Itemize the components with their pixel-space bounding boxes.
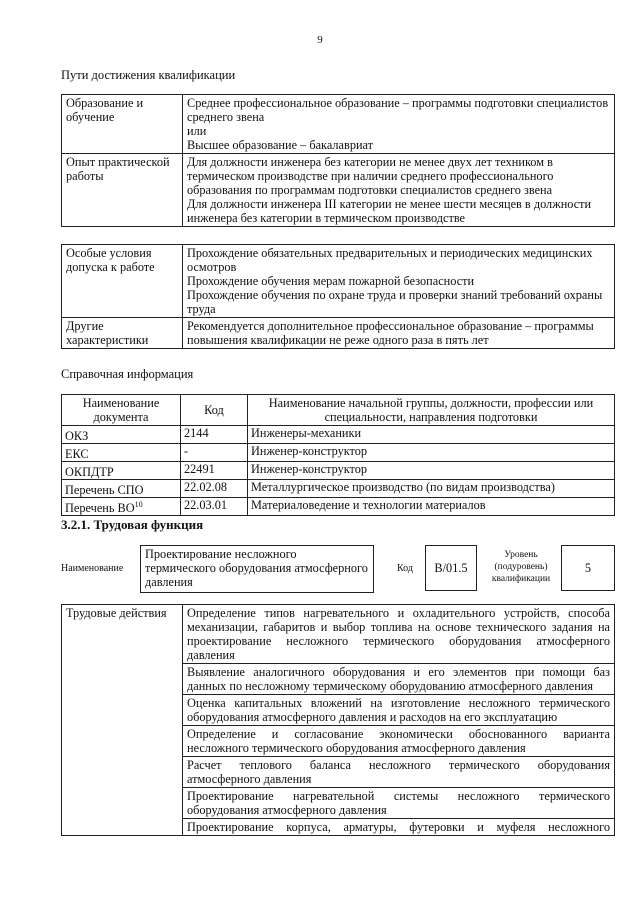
function-level-label: Уровень (подуровень) квалификации [491,550,551,584]
page-number: 9 [317,34,323,46]
function-header [61,545,615,593]
content-line: Среднее профессиональное образование – программы подготовки специалистов среднего звена [187,96,609,124]
code-cell: 22.03.01 [181,498,248,516]
table-header-row [62,395,615,426]
name-cell: Инженеры-механики [248,426,615,444]
row-content [183,154,615,227]
row-label: Образование и обучение [62,95,183,154]
name-cell: Металлургическое производство (по видам производства) [248,480,615,498]
doc-cell: Перечень СПО [62,480,181,498]
column-header: Наименование документа [62,395,181,426]
content-line: Прохождение обязательных предварительных и периодических медицинских осмотров [187,246,593,274]
content-line: Для должности инженера III категории не менее шести месяцев в должности инженера без категории в термическом производстве [187,197,592,225]
doc-cell: ОКПДТР [62,462,181,480]
function-name-label: Наименование [61,563,124,574]
column-header: Код [181,395,248,426]
action-item: Оценка капитальных вложений на изготовление несложного термического оборудования атмосферного давления и расходов на его эксплуатацию [183,695,615,726]
function-level: 5 [561,545,615,591]
content-line: Прохождение обучения по охране труда и проверки знаний требований охраны труда [187,288,603,316]
conditions-table [61,244,615,349]
name-cell: Материаловедение и технологии материалов [248,498,615,516]
code-cell: 2144 [181,426,248,444]
reference-table [61,394,615,516]
table-row [62,480,615,498]
paths-table [61,94,615,227]
function-title: 3.2.1. Трудовая функция [61,517,204,532]
content-line: Рекомендуется дополнительное профессиональное образование – программы повышения квалификации не реже одного раза в пять лет [187,319,594,347]
action-item: Определение типов нагревательного и охладительного устройств, способа механизации, габаритов и выбор топлива на основе технического задания на проектирование несложного термического оборудования атмосферного давления [183,605,615,664]
function-code: B/01.5 [425,545,477,591]
code-cell: 22.02.08 [181,480,248,498]
doc-cell: ОКЗ [62,426,181,444]
action-item: Определение и согласование экономически обоснованного варианта несложного термического оборудования атмосферного давления [183,726,615,757]
table-row [62,318,615,349]
content-line: Высшее образование – бакалавриат [187,138,374,152]
actions-label: Трудовые действия [62,605,183,836]
function-code-label: Код [397,563,413,574]
column-header: Наименование начальной группы, должности, профессии или специальности, направления подготовки [248,395,615,426]
table-row [62,498,615,516]
action-item: Расчет теплового баланса несложного термического оборудования атмосферного давления [183,757,615,788]
name-cell: Инженер-конструктор [248,444,615,462]
doc-cell: ЕКС [62,444,181,462]
action-item: Проектирование нагревательной системы несложного термического оборудования атмосферного давления [183,788,615,819]
content-line: или [187,124,207,138]
row-label: Особые условия допуска к работе [62,245,183,318]
code-cell: - [181,444,248,462]
action-item: Выявление аналогичного оборудования и его элементов при помощи баз данных по несложному термическому оборудованию атмосферного давления [183,664,615,695]
row-label: Опыт практической работы [62,154,183,227]
row-content [183,318,615,349]
table-row [62,245,615,318]
row-content [183,245,615,318]
table-row [62,154,615,227]
paths-title: Пути достижения квалификации [61,68,236,82]
function-name: Проектирование несложного термического оборудования атмосферного давления [140,545,374,593]
action-item: Проектирование корпуса, арматуры, футеровки и муфеля несложного [183,819,615,836]
code-cell: 22491 [181,462,248,480]
content-line: Прохождение обучения мерам пожарной безопасности [187,274,475,288]
doc-cell: Перечень ВО$^{10}$ [62,498,181,516]
table-row [62,462,615,480]
table-row [62,426,615,444]
reference-title: Справочная информация [61,367,194,381]
content-line: Для должности инженера без категории не менее двух лет техником в термическом производстве при наличии среднего профессионального образования по программам подготовки специалистов среднего звена [187,155,554,197]
table-row [62,444,615,462]
row-content [183,95,615,154]
table-row [62,95,615,154]
actions-table [61,604,615,836]
table-row [62,605,615,664]
name-cell: Инженер-конструктор [248,462,615,480]
row-label: Другие характеристики [62,318,183,349]
